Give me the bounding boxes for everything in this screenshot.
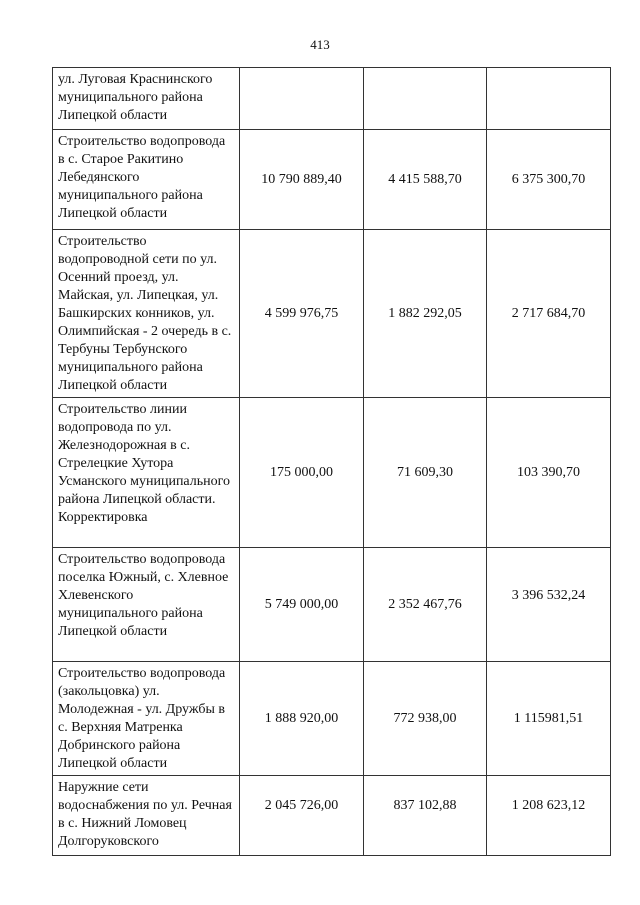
amount-part-a: 2 352 467,76 (364, 548, 487, 662)
total-amount: 1 888 920,00 (240, 662, 364, 776)
object-name: Строительство водопровода в с. Старое Ракитино Лебедянского муниципального района Липецкой области (53, 130, 240, 230)
table-row (53, 130, 611, 230)
table-row (53, 776, 611, 856)
total-amount: 2 045 726,00 (240, 776, 364, 856)
table-row (53, 68, 611, 130)
amount-part-a: 837 102,88 (364, 776, 487, 856)
object-name: ул. Луговая Краснинского муниципального района Липецкой области (53, 68, 240, 130)
table-row (53, 398, 611, 548)
object-name: Строительство линии водопровода по ул. Железнодорожная в с. Стрелецкие Хутора Усманского муниципального района Липецкой области. Корректировка (53, 398, 240, 548)
object-name: Строительство водопроводной сети по ул. Осенний проезд, ул. Майская, ул. Липецкая, ул. Башкирских конников, ул. Олимпийская - 2 очередь в с. Тербуны Тербунского муниципального района Липецкой области (53, 230, 240, 398)
object-name: Наружние сети водоснабжения по ул. Речная в с. Нижний Ломовец Долгоруковского (53, 776, 240, 856)
amount-part-a: 4 415 588,70 (364, 130, 487, 230)
amount-part-b: 1 208 623,12 (487, 776, 611, 856)
table-row (53, 548, 611, 662)
amount-part-b: 6 375 300,70 (487, 130, 611, 230)
amount-part-b: 103 390,70 (487, 398, 611, 548)
total-amount: 10 790 889,40 (240, 130, 364, 230)
table-row (53, 662, 611, 776)
table-row (53, 230, 611, 398)
amount-part-b: 3 396 532,24 (487, 548, 611, 662)
amount-part-a: 1 882 292,05 (364, 230, 487, 398)
object-name: Строительство водопровода (закольцовка) ул. Молодежная - ул. Дружбы в с. Верхняя Матренка Добринского района Липецкой области (53, 662, 240, 776)
amount-part-b (487, 68, 611, 130)
object-name: Строительство водопровода поселка Южный, с. Хлевное Хлевенского муниципального района Липецкой области (53, 548, 240, 662)
amount-part-b: 2 717 684,70 (487, 230, 611, 398)
amount-part-b: 1 115981,51 (487, 662, 611, 776)
page-number: 413 (310, 37, 330, 52)
amount-part-a: 71 609,30 (364, 398, 487, 548)
total-amount: 4 599 976,75 (240, 230, 364, 398)
financing-table (52, 67, 611, 856)
total-amount (240, 68, 364, 130)
total-amount: 5 749 000,00 (240, 548, 364, 662)
amount-part-a (364, 68, 487, 130)
amount-part-a: 772 938,00 (364, 662, 487, 776)
total-amount: 175 000,00 (240, 398, 364, 548)
